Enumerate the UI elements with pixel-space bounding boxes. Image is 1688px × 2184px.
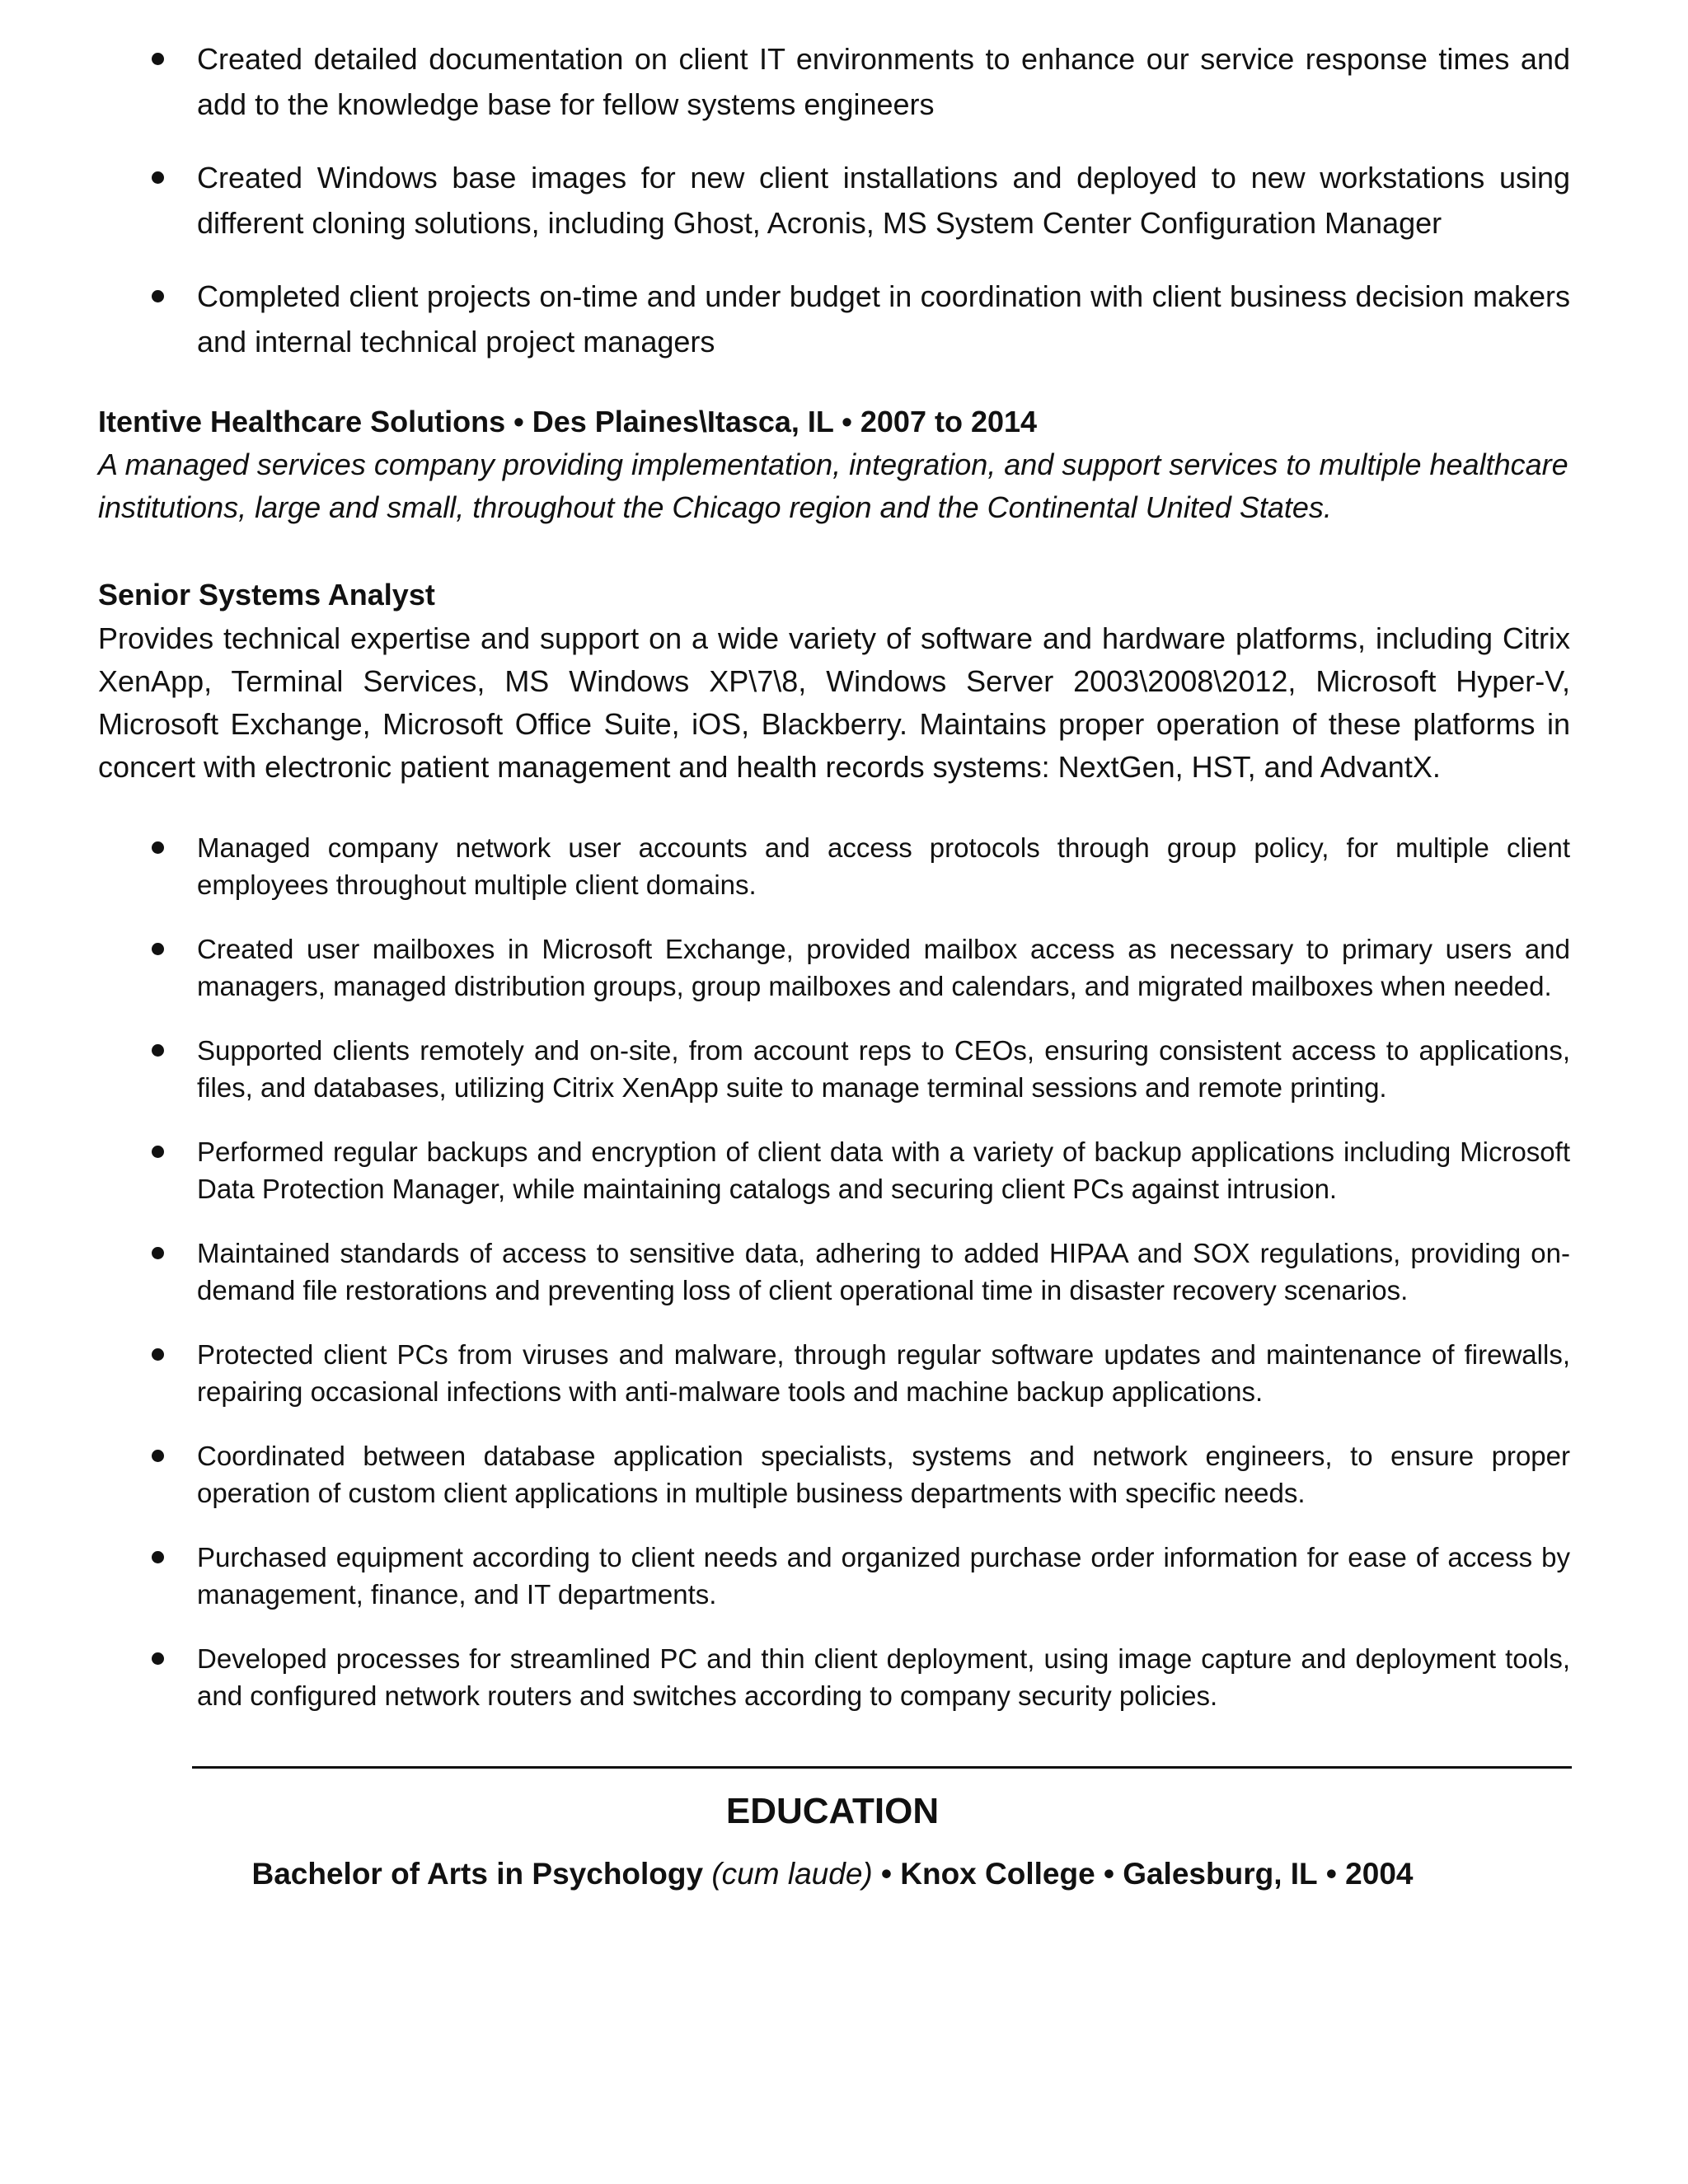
degree: Bachelor of Arts in Psychology xyxy=(251,1857,704,1891)
employer-description: A managed services company providing implementation, integration, and support services to multiple healthcare institutions, large and small, throughout the Chicago region and the Continental United States. xyxy=(98,448,1568,524)
job-summary: Provides technical expertise and support on a wide variety of software and hardware platforms, including Citrix XenApp, Terminal Services, MS Windows XP\7\8, Windows Server 2003\2008\2012, Microsoft Hyper-V, Microsoft Exchange, Microsoft Office Suite, iOS, Blackberry. Maintains proper operation of these platforms in concert with electronic patient management and health records systems: NextGen, HST, and AdvantX. xyxy=(98,621,1570,784)
bullet-icon xyxy=(152,290,164,302)
list-item: Supported clients remotely and on-site, from account reps to CEOs, ensuring consistent access to applications, files, and databases, utilizing Citrix XenApp suite to manage terminal sessions and remote printing. xyxy=(0,1032,1688,1106)
bullet-icon xyxy=(152,1652,164,1665)
school-location: Galesburg, IL xyxy=(1123,1857,1318,1891)
bullet-icon xyxy=(152,1551,164,1563)
separator: • xyxy=(1103,1857,1114,1891)
separator: • xyxy=(881,1857,892,1891)
bullet-icon xyxy=(152,53,164,65)
section-divider xyxy=(192,1766,1572,1769)
list-item: Created user mailboxes in Microsoft Exchange, provided mailbox access as necessary to primary users and managers, managed distribution groups, group mailboxes and calendars, and migrated mailboxes when needed. xyxy=(0,930,1688,1005)
education-entry xyxy=(0,1851,1665,1897)
list-item: Developed processes for streamlined PC and thin client deployment, using image capture and deployment tools, and configured network routers and switches according to company security policies. xyxy=(0,1640,1688,1714)
previous-job-bullet-list xyxy=(0,36,1688,392)
list-item: Created Windows base images for new client installations and deployed to new workstations using different cloning solutions, including Ghost, Acronis, MS System Center Configuration Manager xyxy=(0,155,1688,246)
list-item: Protected client PCs from viruses and malware, through regular software updates and maintenance of firewalls, repairing occasional infections with anti-malware tools and machine backup applications. xyxy=(0,1336,1688,1410)
job-title: Senior Systems Analyst xyxy=(98,578,435,612)
separator: • xyxy=(1325,1857,1337,1891)
employer-header: Itentive Healthcare Solutions • Des Plaines\Itasca, IL • 2007 to 2014 xyxy=(98,405,1038,438)
graduation-year: 2004 xyxy=(1345,1857,1414,1891)
job-bullet-list xyxy=(0,829,1688,1741)
list-item: Managed company network user accounts and access protocols through group policy, for multiple client employees throughout multiple client domains. xyxy=(0,829,1688,903)
list-item: Purchased equipment according to client needs and organized purchase order information for ease of access by management, finance, and IT departments. xyxy=(0,1539,1688,1613)
bullet-icon xyxy=(152,841,164,854)
bullet-icon xyxy=(152,1247,164,1259)
list-item: Created detailed documentation on client IT environments to enhance our service response times and add to the knowledge base for fellow systems engineers xyxy=(0,36,1688,127)
bullet-icon xyxy=(152,1044,164,1057)
honors: (cum laude) xyxy=(711,1857,873,1891)
bullet-icon xyxy=(152,1348,164,1361)
school: Knox College xyxy=(900,1857,1095,1891)
education-heading: EDUCATION xyxy=(725,1791,940,1831)
bullet-icon xyxy=(152,171,164,184)
list-item: Maintained standards of access to sensitive data, adhering to added HIPAA and SOX regulations, providing on-demand file restorations and preventing loss of client operational time in disaster recovery scenarios. xyxy=(0,1235,1688,1309)
list-item: Performed regular backups and encryption of client data with a variety of backup applications including Microsoft Data Protection Manager, while maintaining catalogs and securing client PCs against intrusion. xyxy=(0,1133,1688,1207)
bullet-icon xyxy=(152,1146,164,1158)
list-item: Coordinated between database application specialists, systems and network engineers, to ensure proper operation of custom client applications in multiple business departments with specific needs. xyxy=(0,1437,1688,1511)
bullet-icon xyxy=(152,1450,164,1462)
list-item: Completed client projects on-time and under budget in coordination with client business decision makers and internal technical project managers xyxy=(0,274,1688,364)
bullet-icon xyxy=(152,943,164,955)
